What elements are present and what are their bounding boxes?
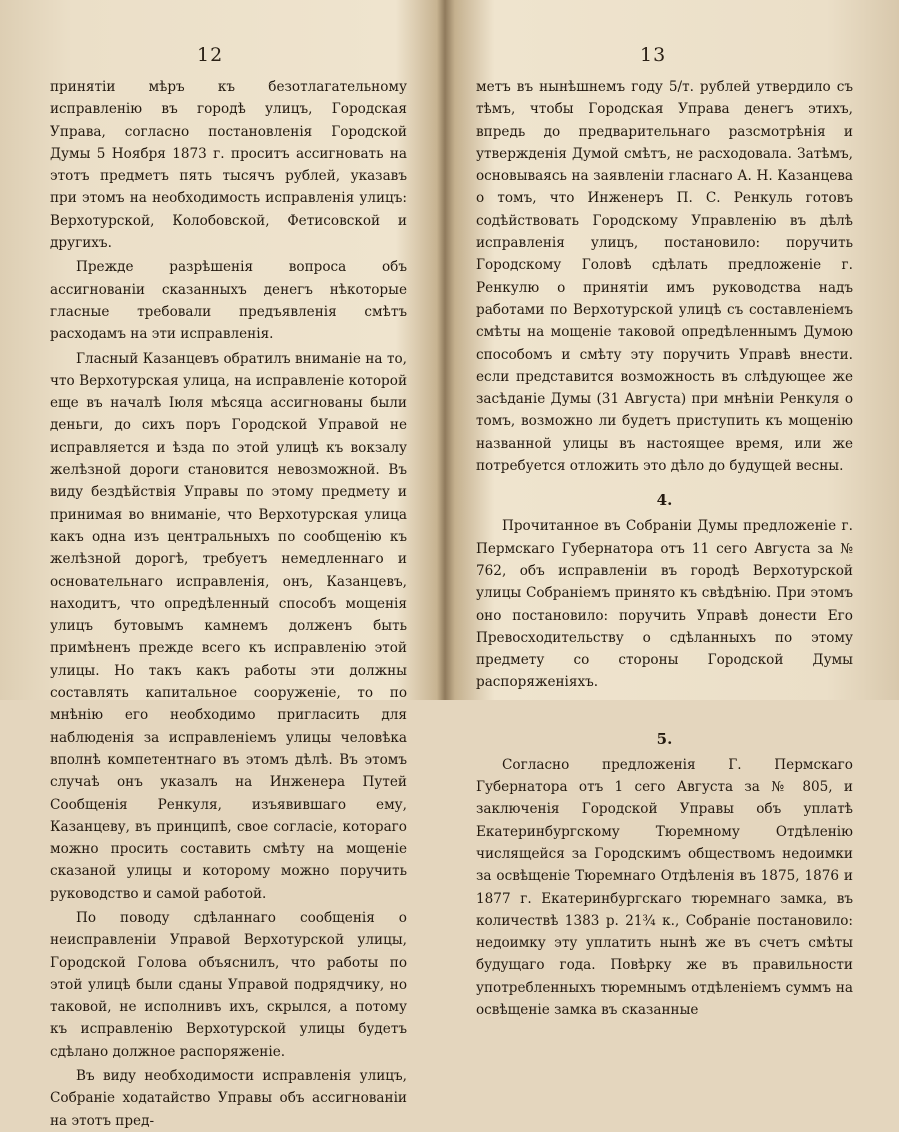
paragraph: принятіи мѣръ къ безотлагательному исправленію въ городѣ улицъ, Городская Управа, согласно постановленія Городской Думы 5 Ноября 1873 г. проситъ ассигновать на этотъ предметъ пять тысячъ рублей, указавъ при этомъ на необходимость исправленія улицъ: Верхотурской, Колобовской, Фетисовской и другихъ. — [50, 79, 407, 252]
left-page-text — [50, 76, 407, 1132]
right-page — [451, 0, 899, 1018]
paragraph: Гласный Казанцевъ обратилъ вниманіе на то, что Верхотурская улица, на исправленіе которой еще въ началѣ Іюля мѣсяца ассигнованы были деньги, до сихъ поръ Городской Управой не исправляется и ѣзда по этой улицѣ къ вокзалу желѣзной дороги становится невозможной. Въ виду бездѣйствія Управы по этому предмету и принимая во вниманіе, что Верхотурская улица какъ одна изъ центральныхъ по сообщенію къ желѣзной дорогѣ, требуетъ немедленнаго и основательнаго исправленія, онъ, Казанцевъ, находитъ, что опредѣленный способъ мощенія улицъ бутовымъ камнемъ долженъ быть примѣненъ прежде всего къ исправленію этой улицы. Но такъ какъ работы эти должны составлять капитальное сооруженіе, то по мнѣнію его необходимо пригласить для наблюденія за исправленіемъ улицы человѣка вполнѣ компетентнаго въ этомъ дѣлѣ. Въ этомъ случаѣ онъ указалъ на Инженера Путей Сообщенія Ренкуля, изъявившаго ему, Казанцеву, въ принципѣ, свое согласіе, котораго можно просить составить смѣту на мощеніе сказаной улицы и которому можно поручить руководство и самой работой. — [50, 350, 407, 902]
paragraph: метъ въ нынѣшнемъ году 5/т. рублей утвердило съ тѣмъ, чтобы Городская Управа денегъ этихъ, впредь до предварительнаго разсмотрѣнія и утвержденія Думой смѣтъ, не расходовала. Затѣмъ, основываясь на заявленіи гласнаго А. Н. Казанцева о томъ, что Инженеръ П. С. Ренкуль готовъ содѣйствовать Городскому Управленію въ дѣлѣ исправленія улицъ, постановило: поручить Городскому Головѣ сдѣлать предложеніе г. Ренкулю о принятіи имъ руководства надъ работами по Верхотурской улицѣ съ составленіемъ смѣты на мощеніе таковой опредѣленнымъ Думою способомъ и смѣту эту поручить Управѣ внести. если представится возможность въ слѣдующее же засѣданіе Думы (31 Августа) при мнѣніи Ренкуля о томъ, возможно ли будетъ приступить къ мощенію названной улицы въ настоящее время, или же потребуется отложить это дѣло до будущей весны. — [476, 79, 853, 475]
right-page-text — [476, 76, 853, 1021]
paragraph: Въ виду необходимости исправленія улицъ, Собраніе ходатайство Управы объ ассигнованіи на этотъ пред- — [50, 1068, 407, 1129]
page-number-right: 13 — [640, 44, 667, 66]
section-gap — [476, 694, 853, 716]
paragraph: Согласно предложенія Г. Пермскаго Губернатора отъ 1 сего Августа за № 805, и заключенія Городской Управы объ уплатѣ Екатеринбургскому Тюремному Отдѣленію числящейся за Городскимъ обществомъ недоимки за освѣщеніе Тюремнаго Отдѣленія въ 1875, 1876 и 1877 г. Екатеринбургскаго тюремнаго замка, въ количествѣ 1383 р. 21¾ к., Собраніе постановило: недоимку эту уплатить нынѣ же въ счетъ смѣты будущаго года. Повѣрку же въ правильности употребленныхъ тюремнымъ отдѣленіемъ суммъ на освѣщеніе замка въ сказанные — [476, 756, 853, 1018]
paragraph: Прежде разрѣшенія вопроса объ ассигнованіи сказанныхъ денегъ нѣкоторые гласные требовали предъявленія смѣтъ расходамъ на эти исправленія. — [50, 259, 407, 343]
page-number-left: 12 — [197, 44, 224, 66]
section-number: 5. — [656, 729, 673, 748]
paragraph: По поводу сдѣланнаго сообщенія о неисправленіи Управой Верхотурской улицы, Городской Голова объяснилъ, что работы по этой улицѣ были сданы Управой подрядчику, но таковой, не исполнивъ ихъ, скрылся, а потому къ исправленію Верхотурской улицы будетъ сдѣлано должное распоряженіе. — [50, 909, 407, 1060]
section-number: 4. — [656, 491, 673, 510]
left-page — [0, 0, 446, 1129]
paragraph: Прочитанное въ Собраніи Думы предложеніе г. Пермскаго Губернатора отъ 11 сего Августа за № 762, объ исправленіи въ городѣ Верхотурской улицы Собраніемъ принято къ свѣдѣнію. При этомъ оно постановило: поручить Управѣ донести Его Превосходительству о сдѣланныхъ по этому предмету со стороны Городской Думы распоряженіяхъ. — [476, 518, 853, 691]
